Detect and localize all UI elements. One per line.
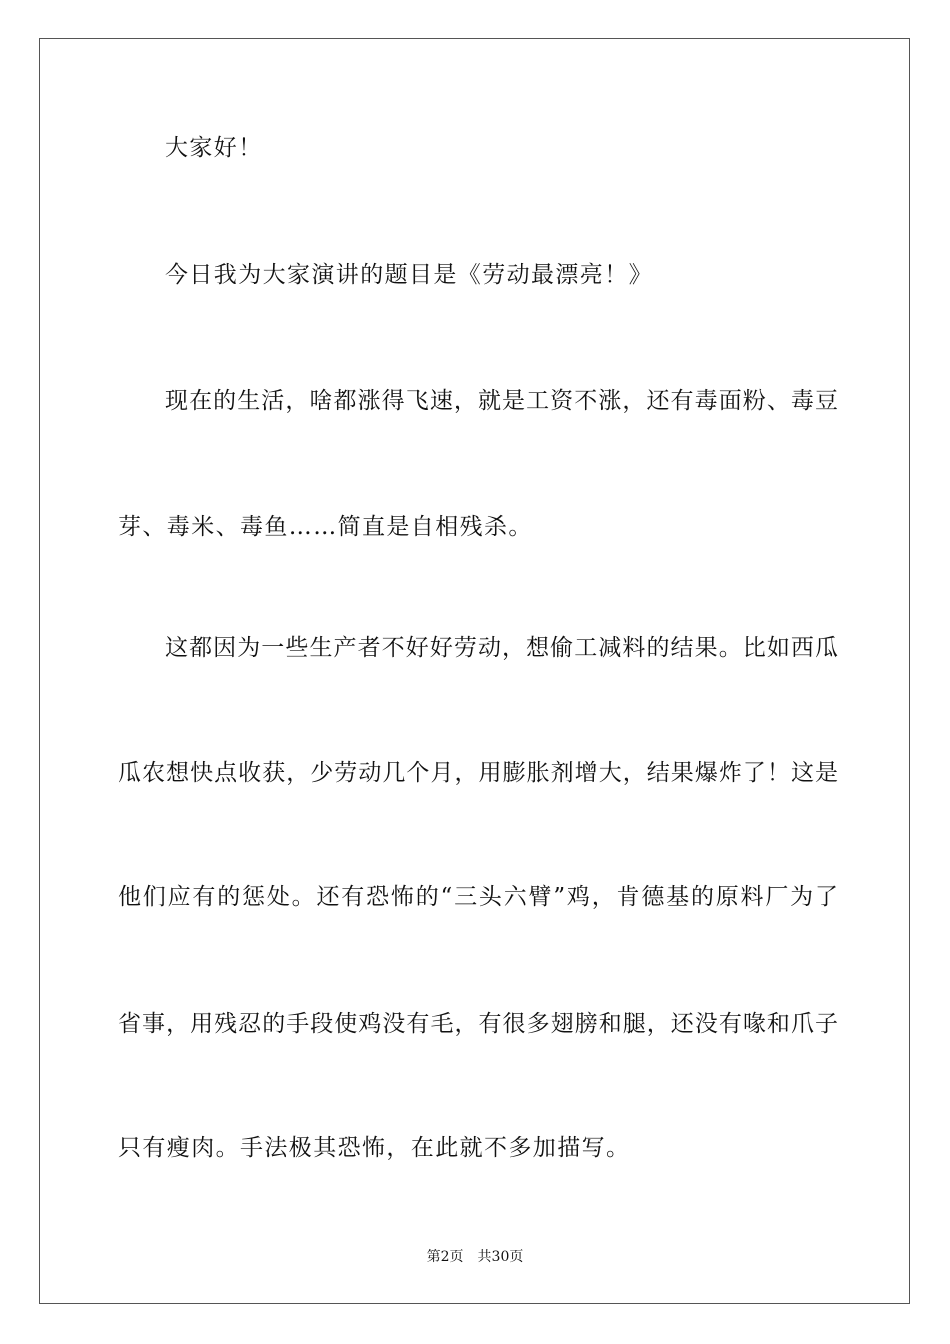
page-frame bbox=[39, 38, 910, 1304]
page-number: 第2页 bbox=[426, 1249, 464, 1265]
paragraph-line: 芽、毒米、毒鱼……简直是自相残杀。 bbox=[118, 514, 533, 540]
page-total: 共30页 bbox=[477, 1249, 524, 1265]
paragraph-line: 省事，用残忍的手段使鸡没有毛，有很多翅膀和腿，还没有喙和爪子 bbox=[118, 1011, 838, 1037]
paragraph-line: 现在的生活，啥都涨得飞速，就是工资不涨，还有毒面粉、毒豆 bbox=[165, 388, 838, 414]
paragraph-line: 这都因为一些生产者不好好劳动，想偷工减料的结果。比如西瓜 bbox=[165, 635, 838, 661]
paragraph-line: 他们应有的惩处。还有恐怖的“三头六臂”鸡，肯德基的原料厂为了 bbox=[118, 884, 838, 910]
paragraph-line: 瓜农想快点收获，少劳动几个月，用膨胀剂增大，结果爆炸了！这是 bbox=[118, 760, 838, 786]
paragraph-topic: 今日我为大家演讲的题目是《劳动最漂亮！》 bbox=[165, 262, 653, 288]
paragraph-line: 只有瘦肉。手法极其恐怖，在此就不多加描写。 bbox=[118, 1135, 631, 1161]
page-footer bbox=[0, 1247, 950, 1267]
paragraph-greeting: 大家好！ bbox=[165, 135, 263, 161]
